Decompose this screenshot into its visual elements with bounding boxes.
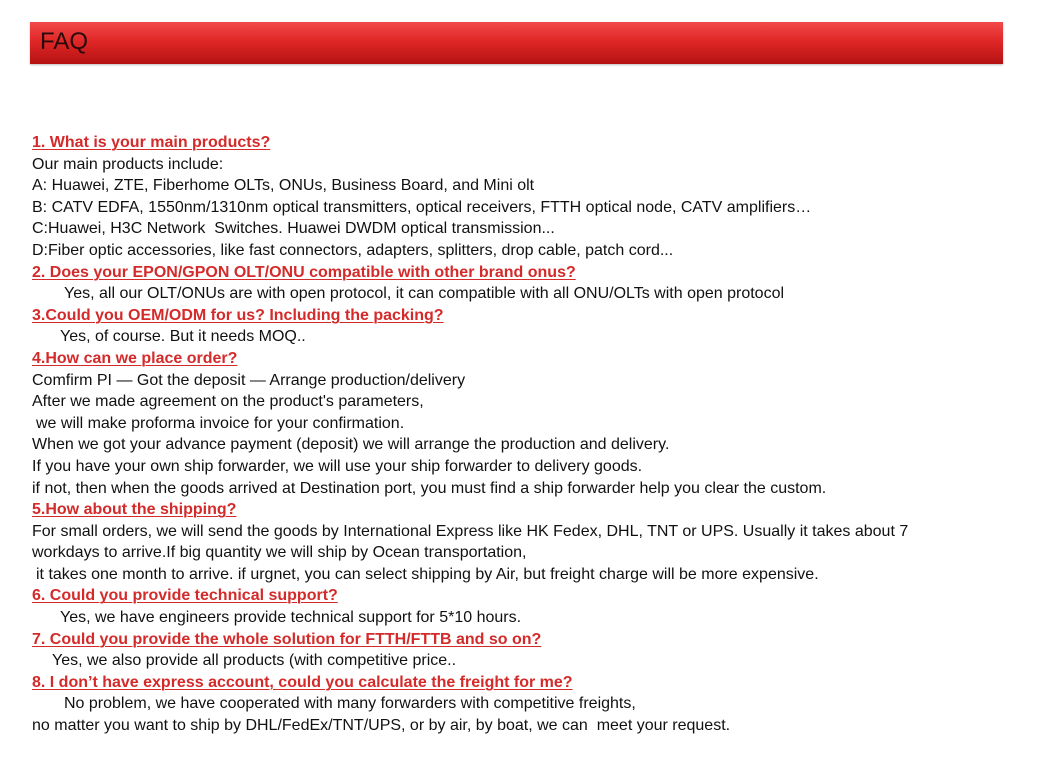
- faq-question-2: 2. Does your EPON/GPON OLT/ONU compatible with other brand onus?: [32, 263, 576, 281]
- faq-answer-4-line-2: After we made agreement on the product's parameters,: [32, 393, 424, 411]
- faq-answer-1-line-3: B: CATV EDFA, 1550nm/1310nm optical transmitters, optical receivers, FTTH optical node, CATV amplifiers…: [32, 198, 812, 216]
- faq-question-6: 6. Could you provide technical support?: [32, 587, 338, 605]
- faq-answer-7-line-1: Yes, we also provide all products (with competitive price..: [52, 652, 457, 670]
- faq-answer-1-line-1: Our main products include:: [32, 155, 224, 173]
- faq-answer-1-line-5: D:Fiber optic accessories, like fast connectors, adapters, splitters, drop cable, patch cord...: [32, 241, 674, 259]
- faq-answer-4-line-1: Comfirm PI — Got the deposit — Arrange production/delivery: [32, 371, 466, 389]
- faq-answer-1-line-2: A: Huawei, ZTE, Fiberhome OLTs, ONUs, Business Board, and Mini olt: [32, 177, 535, 195]
- faq-answer-5-line-3: it takes one month to arrive. if urgnet, you can select shipping by Air, but freight charge will be more expensive.: [36, 565, 819, 583]
- faq-answer-8-line-1: No problem, we have cooperated with many forwarders with competitive freights,: [64, 695, 636, 713]
- faq-question-8: 8. I don’t have express account, could you calculate the freight for me?: [32, 673, 573, 691]
- faq-question-1: 1. What is your main products?: [32, 134, 271, 151]
- faq-answer-3-line-1: Yes, of course. But it needs MOQ..: [60, 328, 306, 346]
- faq-question-3: 3.Could you OEM/ODM for us? Including the packing?: [32, 306, 444, 324]
- faq-question-5: 5.How about the shipping?: [32, 501, 237, 519]
- faq-answer-4-line-3: we will make proforma invoice for your confirmation.: [36, 414, 405, 432]
- faq-answer-4-line-4: When we got your advance payment (deposit) we will arrange the production and delivery.: [32, 436, 670, 454]
- faq-answer-2-line-1: Yes, all our OLT/ONUs are with open protocol, it can compatible with all ONU/OLTs with open protocol: [64, 285, 785, 303]
- faq-answer-8-line-2: no matter you want to ship by DHL/FedEx/TNT/UPS, or by air, by boat, we can meet your request.: [32, 717, 731, 735]
- faq-question-7: 7. Could you provide the whole solution for FTTH/FTTB and so on?: [32, 630, 542, 648]
- faq-answer-5-line-1: For small orders, we will send the goods by International Express like HK Fedex, DHL, TNT or UPS. Usually it takes about 7: [32, 522, 909, 540]
- faq-answer-4-line-5: If you have your own ship forwarder, we will use your ship forwarder to delivery goods.: [32, 457, 643, 475]
- faq-question-4: 4.How can we place order?: [32, 349, 238, 367]
- faq-banner-title: FAQ: [40, 28, 89, 55]
- faq-banner: [30, 22, 1003, 64]
- faq-body: [32, 132, 1032, 737]
- faq-answer-5-line-2: workdays to arrive.If big quantity we will ship by Ocean transportation,: [32, 544, 527, 562]
- faq-answer-6-line-1: Yes, we have engineers provide technical support for 5*10 hours.: [60, 609, 522, 627]
- faq-answer-4-line-6: if not, then when the goods arrived at Destination port, you must find a ship forwarder help you clear the custom.: [32, 479, 827, 497]
- faq-answer-1-line-4: C:Huawei, H3C Network Switches. Huawei DWDM optical transmission...: [32, 220, 555, 238]
